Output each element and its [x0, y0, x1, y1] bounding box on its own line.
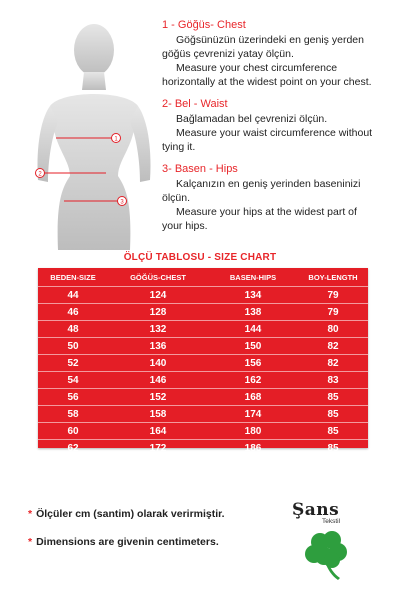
notes — [28, 508, 288, 564]
note-star: * — [28, 536, 33, 548]
silhouette-illustration — [22, 10, 162, 250]
hips-tr-text: Kalçanızın en geniş yerinden baseninizi — [176, 178, 361, 190]
table-row — [38, 406, 368, 423]
cell-size: 56 — [38, 389, 108, 406]
cell-length: 79 — [298, 304, 368, 321]
chest-section — [162, 18, 398, 89]
cell-chest: 158 — [108, 406, 208, 423]
table-row — [38, 304, 368, 321]
cell-chest: 164 — [108, 423, 208, 440]
cell-size: 48 — [38, 321, 108, 338]
table-row — [38, 338, 368, 355]
chest-title: 1 - Göğüs- Chest — [162, 19, 246, 31]
cell-hips: 168 — [208, 389, 298, 406]
cell-size: 58 — [38, 406, 108, 423]
cell-length: 79 — [298, 287, 368, 304]
cell-size: 62 — [38, 440, 108, 457]
chest-en-text-2: horizontally at the widest point on your chest. — [162, 76, 372, 88]
cell-size: 60 — [38, 423, 108, 440]
marker-3-label: 3 — [120, 199, 124, 206]
hips-en-text-2: your hips. — [162, 220, 208, 232]
chest-tr-text: Göğsünüzün üzerindeki en geniş yerden — [176, 34, 364, 46]
cell-size: 44 — [38, 287, 108, 304]
table-row — [38, 355, 368, 372]
cell-chest: 132 — [108, 321, 208, 338]
size-table — [38, 268, 368, 457]
header-chest: GÖĞÜS-CHEST — [108, 268, 208, 287]
table-header-row — [38, 268, 368, 287]
cell-chest: 152 — [108, 389, 208, 406]
cell-chest: 140 — [108, 355, 208, 372]
cell-hips: 186 — [208, 440, 298, 457]
cell-size: 50 — [38, 338, 108, 355]
note-tr — [28, 508, 288, 520]
waist-title: 2- Bel - Waist — [162, 98, 228, 110]
brand-sub: Tekstil — [322, 518, 341, 525]
cell-hips: 180 — [208, 423, 298, 440]
cell-chest: 128 — [108, 304, 208, 321]
cell-length: 80 — [298, 321, 368, 338]
cell-size: 52 — [38, 355, 108, 372]
header-hips: BASEN-HIPS — [208, 268, 298, 287]
waist-en-text-2: tying it. — [162, 141, 196, 153]
note-star: * — [28, 508, 33, 520]
cell-hips: 150 — [208, 338, 298, 355]
cell-length: 82 — [298, 355, 368, 372]
measurement-instructions — [162, 18, 398, 241]
cell-chest: 172 — [108, 440, 208, 457]
hips-section — [162, 162, 398, 233]
cell-hips: 156 — [208, 355, 298, 372]
cell-length: 82 — [298, 338, 368, 355]
body-measurement-figure — [22, 10, 162, 250]
table-row — [38, 440, 368, 457]
hips-tr-text-2: ölçün. — [162, 192, 191, 204]
chest-tr-text-2: göğüs çevrenizi yatay ölçün. — [162, 48, 294, 60]
cell-hips: 138 — [208, 304, 298, 321]
table-row — [38, 389, 368, 406]
header-size: BEDEN-SIZE — [38, 268, 108, 287]
header-length: BOY-LENGTH — [298, 268, 368, 287]
marker-1-label: 1 — [114, 136, 118, 143]
note-tr-text: Ölçüler cm (santim) olarak verirmiştir. — [36, 508, 225, 520]
cell-chest: 124 — [108, 287, 208, 304]
cell-hips: 174 — [208, 406, 298, 423]
marker-2-label: 2 — [38, 171, 42, 178]
cell-size: 46 — [38, 304, 108, 321]
cell-length: 85 — [298, 423, 368, 440]
cell-hips: 144 — [208, 321, 298, 338]
note-en-text: Dimensions are givenin centimeters. — [36, 536, 219, 548]
hips-title: 3- Basen - Hips — [162, 163, 238, 175]
waist-section — [162, 97, 398, 154]
table-row — [38, 287, 368, 304]
size-chart-title: ÖLÇÜ TABLOSU - SIZE CHART — [123, 252, 277, 263]
cell-chest: 146 — [108, 372, 208, 389]
brand-logo — [292, 500, 372, 590]
clover-icon — [300, 526, 356, 582]
cell-hips: 162 — [208, 372, 298, 389]
hips-en-text: Measure your hips at the widest part of — [176, 206, 357, 218]
note-en — [28, 536, 288, 548]
waist-en-text: Measure your waist circumference without — [176, 127, 373, 139]
cell-length: 85 — [298, 406, 368, 423]
brand-name: Şans — [292, 500, 340, 520]
waist-tr-text: Bağlamadan bel çevrenizi ölçün. — [176, 113, 328, 125]
table-row — [38, 423, 368, 440]
cell-length: 85 — [298, 440, 368, 457]
table-row — [38, 321, 368, 338]
cell-length: 83 — [298, 372, 368, 389]
table-row — [38, 372, 368, 389]
cell-length: 85 — [298, 389, 368, 406]
chest-en-text: Measure your chest circumference — [176, 62, 338, 74]
cell-size: 54 — [38, 372, 108, 389]
cell-hips: 134 — [208, 287, 298, 304]
cell-chest: 136 — [108, 338, 208, 355]
size-chart — [38, 268, 368, 454]
